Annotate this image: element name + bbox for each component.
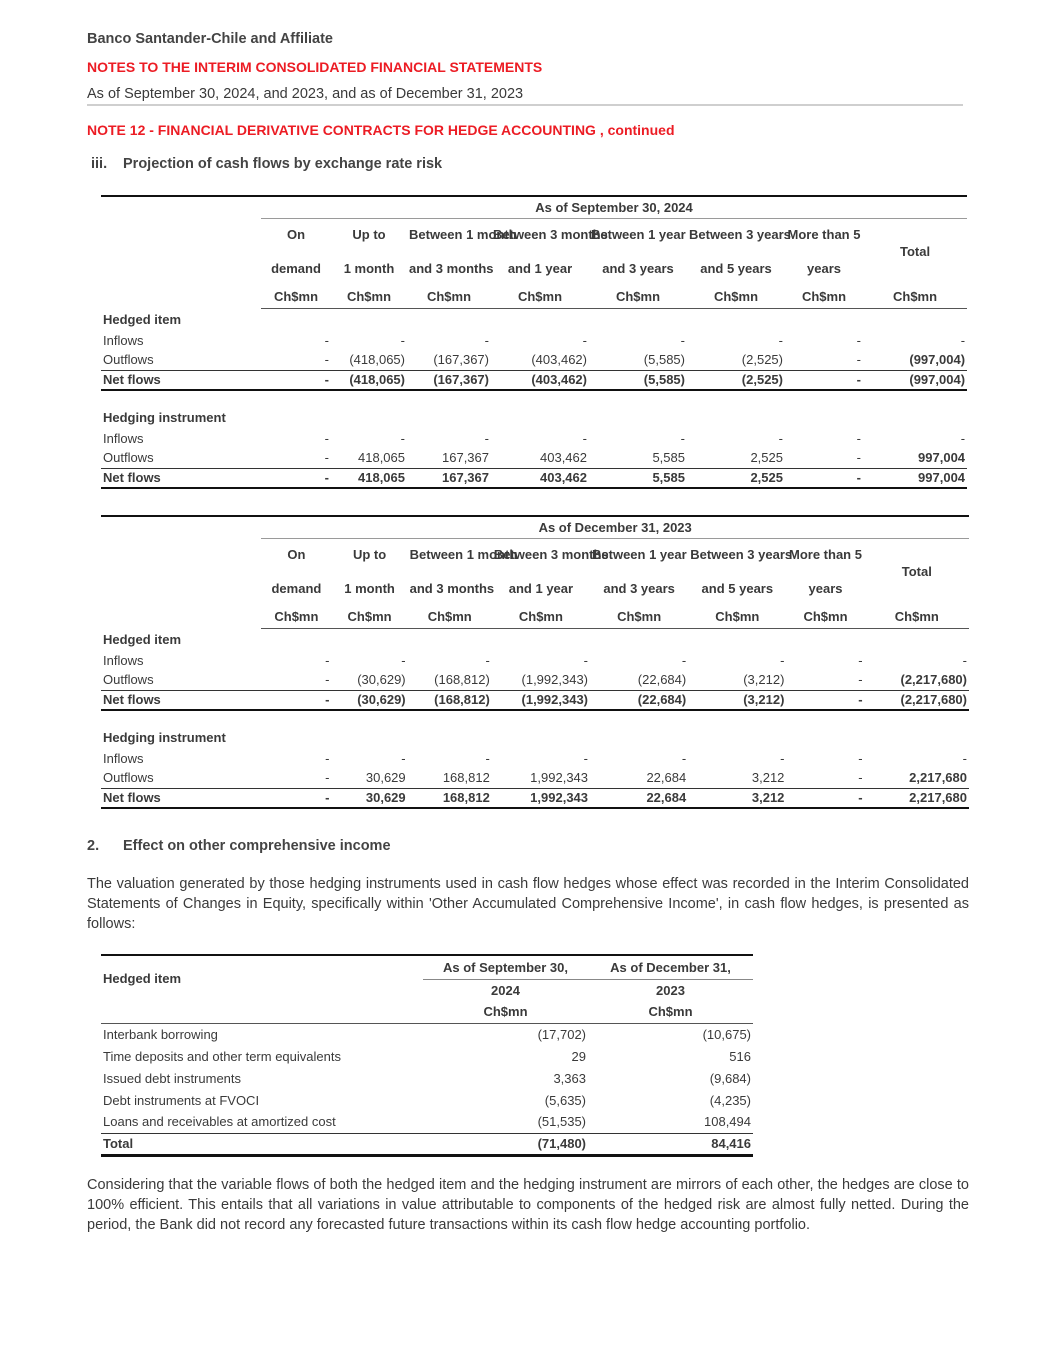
as-of-dates: As of September 30, 2024, and 2023, and as of December 31, 2023 [87,86,524,102]
oci-unit: Ch$mn [423,1001,588,1023]
oci-row-label: Loans and receivables at amortized cost [103,1114,336,1130]
cell-value: - [681,652,687,668]
section2-paragraph-2: Considering that the variable flows of both the hedged item and the hedging instrument are mirrors of each other, the hedges are close to 100% efficient. This entails that all variations in value attributable to components of the hedged risk are almost fully netted. During the period, the Bank did not record any forecasted future transactions within its cash flow hedge accounting portfolio. [87,1177,969,1233]
cell-value: - [582,430,587,446]
oci-table [101,954,753,1157]
cell-value: (168,812) [408,690,492,710]
col-header: Between 1 month [409,547,518,563]
cell-value: 1,992,343 [492,788,590,808]
subsection-heading [91,156,442,172]
table-row [101,670,969,690]
table-row [101,330,967,350]
cell-value: 2,217,680 [865,788,969,808]
cell-value: - [261,370,331,390]
cell-value: - [400,332,405,348]
row-label: Net flows [101,370,261,390]
cell-value: - [858,770,863,786]
table-row [101,748,969,768]
oci-total-label: Total [101,1133,423,1155]
cell-value: 3,212 [688,788,786,808]
cell-value: 403,462 [491,468,589,488]
table-row [101,650,969,670]
oci-row [101,1111,753,1133]
oci-row-label: Interbank borrowing [103,1026,218,1042]
oci-row-label: Time deposits and other term equivalents [103,1048,341,1064]
unit-label: Ch$mn [261,286,331,308]
period-header: As of December 31, 2023 [261,516,969,538]
unit-label: Ch$mn [863,286,967,308]
cell-value: - [785,370,863,390]
cell-value: - [261,788,331,808]
unit-label: Ch$mn [785,286,863,308]
cell-value: (997,004) [909,352,966,368]
table-row [101,350,967,370]
col-header: years [808,581,843,596]
cell-value: (2,217,680) [900,672,967,688]
cell-value: - [858,672,863,688]
cell-value: 5,585 [589,468,687,488]
notes-title: NOTES TO THE INTERIM CONSOLIDATED FINANCIAL STATEMENTS [87,59,543,75]
col-header: demand [271,581,322,596]
row-label: Net flows [101,690,261,710]
cell-value: - [858,750,863,766]
cell-value: 997,004 [918,450,966,466]
unit-label: Ch$mn [590,606,688,628]
unit-label: Ch$mn [589,286,687,308]
cell-value: (418,065) [349,352,405,368]
section2-heading [87,838,391,854]
unit-label: Ch$mn [331,286,407,308]
cell-value: (167,367) [433,352,489,368]
cell-value: (403,462) [491,370,589,390]
unit-label: Ch$mn [408,606,492,628]
cell-value: - [780,750,785,766]
cell-value: 2,525 [687,468,785,488]
cell-value: 22,684 [590,788,688,808]
cell-value: - [780,652,785,668]
cell-value: 30,629 [365,770,406,786]
cell-value: - [261,690,331,710]
cell-value: 2,525 [750,450,783,466]
cell-value: - [401,652,406,668]
row-label: Net flows [101,788,261,808]
oci-col-year: 2023 [656,982,685,998]
col-header: and 3 years [602,261,674,276]
cell-value: (22,684) [637,672,687,688]
col-header: and 1 year [508,581,574,596]
hedging-instrument-label: Hedging instrument [103,409,226,425]
cell-value: - [680,430,685,446]
col-header: and 3 months [409,261,494,276]
col-header: demand [271,261,321,276]
unit-label: Ch$mn [331,606,407,628]
col-header: Up to [352,547,387,563]
oci-row [101,1089,753,1111]
cell-value: (418,065) [331,370,407,390]
oci-total-value: (71,480) [423,1133,588,1155]
cell-value: 30,629 [331,788,407,808]
period-header: As of September 30, 2024 [261,196,967,218]
oci-row [101,1023,753,1045]
cell-value: - [856,332,861,348]
col-header: and 5 years [700,261,772,276]
cell-value: - [324,430,329,446]
cell-value: - [778,430,783,446]
hedged-item-label: Hedged item [103,311,182,327]
table-row [101,448,967,468]
cell-value: - [325,652,330,668]
cell-value: 3,212 [751,770,785,786]
oci-value: 108,494 [704,1114,751,1130]
oci-value: (51,535) [537,1114,586,1130]
oci-value: (10,675) [702,1026,751,1042]
oci-row-header: Hedged item [101,955,423,1001]
cell-value: (2,525) [687,370,785,390]
col-header: On [286,227,306,243]
note-heading: NOTE 12 - FINANCIAL DERIVATIVE CONTRACTS FOR HEDGE ACCOUNTING , continued [87,122,675,138]
col-header: Between 1 year [592,547,687,563]
cell-value: (30,629) [357,672,406,688]
row-label: Inflows [103,750,144,766]
oci-unit: Ch$mn [588,1001,753,1023]
unit-label: Ch$mn [688,606,786,628]
cell-value: - [485,750,490,766]
row-label: Inflows [103,332,144,348]
subsection-title: Projection of cash flows by exchange rate risk [123,156,443,172]
cell-value: - [786,788,864,808]
cell-value: - [324,352,329,368]
net-flows-row [101,788,969,808]
cell-value: (167,367) [407,370,491,390]
col-header: More than 5 [789,547,862,563]
cell-value: (2,217,680) [865,690,969,710]
oci-value: (5,635) [544,1092,586,1108]
oci-value: (4,235) [709,1092,751,1108]
unit-label: Ch$mn [407,286,491,308]
col-header: and 1 year [507,261,573,276]
col-header: and 3 years [603,581,675,596]
col-header: and 3 months [409,581,495,596]
cell-value: - [325,770,330,786]
company-name: Banco Santander-Chile and Affiliate [87,31,333,47]
cell-value: - [325,672,330,688]
row-label: Net flows [101,468,261,488]
unit-label: Ch$mn [786,606,864,628]
cell-value: - [484,332,489,348]
oci-col-year: 2024 [491,982,520,998]
section2-title: Effect on other comprehensive income [123,838,391,854]
cell-value: (22,684) [590,690,688,710]
oci-col-header: As of December 31, [588,955,753,979]
cell-value: 168,812 [408,788,492,808]
cell-value: (403,462) [531,352,587,368]
cell-value: (997,004) [863,370,967,390]
col-header: and 5 years [701,581,774,596]
cell-value: 5,585 [652,450,685,466]
cell-value: - [583,750,589,766]
hedging-instrument-label: Hedging instrument [103,729,226,745]
col-header: More than 5 [787,227,861,243]
unit-label: Ch$mn [261,606,331,628]
cell-value: 22,684 [646,770,687,786]
cell-value: - [485,652,490,668]
col-header: Between 3 months [493,547,609,563]
header-divider [87,104,963,106]
cell-value: - [401,750,406,766]
cell-value: 418,065 [331,468,407,488]
col-header: Between 1 month [409,227,517,243]
cell-value: - [856,352,861,368]
cell-value: - [582,332,587,348]
col-header: On [287,547,306,563]
cell-value: 403,462 [540,450,587,466]
cell-value: - [583,652,589,668]
cashflow-table-2 [101,515,969,809]
cell-value: - [962,652,967,668]
section2-number: 2. [87,838,100,854]
cell-value: (3,212) [688,690,786,710]
table-row [101,768,969,788]
cell-value: - [324,332,329,348]
row-label: Outflows [103,450,154,466]
net-flows-row [101,690,969,710]
cell-value: 167,367 [407,468,491,488]
cell-value: (30,629) [331,690,407,710]
col-header: years [807,261,841,276]
cell-value: 2,217,680 [909,770,967,786]
cell-value: (5,585) [643,352,685,368]
cell-value: - [786,690,864,710]
unit-label: Ch$mn [865,606,969,628]
cell-value: - [962,750,967,766]
cell-value: - [858,652,863,668]
cell-value: 168,812 [442,770,490,786]
total-header: Total [899,244,931,260]
cell-value: (5,585) [589,370,687,390]
row-label: Outflows [103,672,154,688]
total-header: Total [901,564,932,580]
cell-value: (1,992,343) [492,690,590,710]
net-flows-row [101,370,967,390]
oci-value: 29 [571,1048,586,1064]
col-header: Between 3 years [689,227,791,243]
cell-value: 418,065 [358,450,405,466]
cell-value: - [856,450,861,466]
cashflow-table-1 [101,195,967,489]
col-header: 1 month [343,261,395,276]
row-label: Outflows [103,352,154,368]
oci-value: 3,363 [553,1070,586,1086]
oci-row [101,1067,753,1089]
cell-value: - [325,750,330,766]
cell-value: - [785,468,863,488]
oci-total-row [101,1133,753,1155]
col-header: Between 3 years [690,547,793,563]
unit-label: Ch$mn [491,286,589,308]
cell-value: (168,812) [434,672,490,688]
hedged-item-label: Hedged item [103,631,182,647]
table-row [101,428,967,448]
cell-value: (2,525) [741,352,783,368]
cell-value: 167,367 [442,450,489,466]
net-flows-row [101,468,967,488]
unit-label: Ch$mn [687,286,785,308]
cell-value: - [400,430,405,446]
cell-value: - [261,468,331,488]
cell-value: (3,212) [743,672,785,688]
cell-value: - [960,430,966,446]
row-label: Outflows [103,770,154,786]
oci-col-header: As of September 30, [423,955,588,979]
cell-value: 1,992,343 [530,770,589,786]
cell-value: 997,004 [863,468,967,488]
cell-value: (1,992,343) [521,672,589,688]
row-label: Inflows [103,430,144,446]
oci-row-label: Debt instruments at FVOCI [103,1092,260,1108]
unit-label: Ch$mn [492,606,590,628]
subsection-number: iii. [91,156,108,172]
cell-value: - [778,332,783,348]
oci-value: 516 [729,1048,751,1064]
col-header: Between 1 year [591,227,686,243]
col-header: Up to [352,227,386,243]
cell-value: - [680,332,685,348]
oci-row [101,1045,753,1067]
oci-row-label: Issued debt instruments [103,1070,242,1086]
cell-value: - [960,332,966,348]
oci-value: (17,702) [537,1026,586,1042]
section2-paragraph-1: The valuation generated by those hedging instruments used in cash flow hedges whose effect was recorded in the Interim Consolidated Statements of Changes in Equity, specifically within 'Other Accumulated Comprehensive Income', in cash flow hedges, is presented as follows: [87,876,969,932]
col-header: 1 month [344,581,395,596]
cell-value: - [484,430,489,446]
cell-value: - [681,750,687,766]
oci-value: (9,684) [709,1070,751,1086]
cell-value: - [856,430,861,446]
row-label: Inflows [103,652,144,668]
col-header: Between 3 months [493,227,608,243]
oci-total-value: 84,416 [588,1133,753,1155]
cell-value: - [324,450,329,466]
